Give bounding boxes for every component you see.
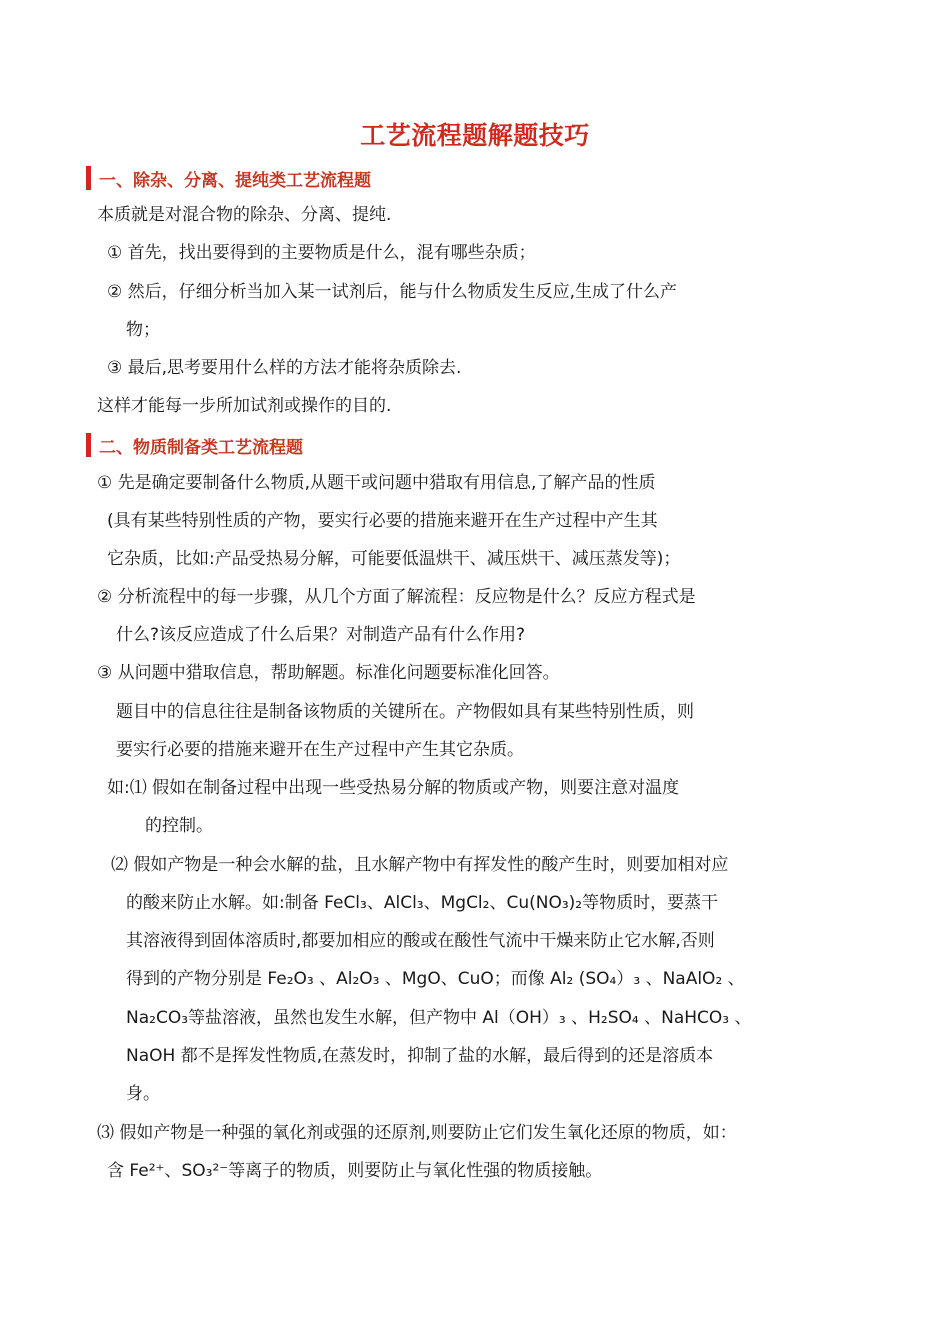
section-heading-1	[86, 165, 371, 191]
section-heading-2	[86, 432, 303, 458]
paragraph-line: 身。	[126, 1084, 160, 1104]
paragraph-line: 其溶液得到固体溶质时,都要加相应的酸或在酸性气流中干燥来防止它水解,否则	[126, 931, 715, 951]
paragraph-line: ③ 从问题中猎取信息，帮助解题。标准化问题要标准化回答。	[97, 663, 560, 683]
paragraph-line: 的酸来防止水解。如:制备 FeCl₃、AlCl₃、MgCl₂、Cu(NO₃)₂等物质时，要蒸干	[126, 893, 719, 913]
paragraph-line: 题目中的信息往往是制备该物质的关键所在。产物假如具有某些特别性质，则	[116, 702, 694, 722]
paragraph-line: ① 先是确定要制备什么物质,从题干或问题中猎取有用信息,了解产品的性质	[97, 473, 656, 493]
paragraph-line: 要实行必要的措施来避开在生产过程中产生其它杂质。	[116, 740, 524, 760]
paragraph-line: 本质就是对混合物的除杂、分离、提纯.	[97, 205, 392, 225]
paragraph-line: ⑶ 假如产物是一种强的氧化剂或强的还原剂,则要防止它们发生氧化还原的物质，如：	[97, 1123, 737, 1143]
paragraph-line: ⑵ 假如产物是一种会水解的盐，且水解产物中有挥发性的酸产生时，则要加相对应	[111, 855, 729, 875]
section-heading-1-text: 一、除杂、分离、提纯类工艺流程题	[99, 170, 371, 191]
paragraph-line: 如:⑴ 假如在制备过程中出现一些受热易分解的物质或产物，则要注意对温度	[107, 778, 680, 798]
paragraph-line: 的控制。	[145, 816, 213, 836]
paragraph-line: ② 然后，仔细分析当加入某一试剂后，能与什么物质发生反应,生成了什么产	[107, 282, 678, 302]
paragraph-line: ① 首先，找出要得到的主要物质是什么，混有哪些杂质；	[107, 243, 536, 263]
heading-marker-bar	[86, 166, 91, 190]
paragraph-line: ③ 最后,思考要用什么样的方法才能将杂质除去.	[107, 358, 462, 378]
paragraph-line: 什么?该反应造成了什么后果？对制造产品有什么作用?	[116, 625, 526, 645]
paragraph-line: ② 分析流程中的每一步骤，从几个方面了解流程：反应物是什么？反应方程式是	[97, 587, 696, 607]
paragraph-line: NaOH 都不是挥发性物质,在蒸发时，抑制了盐的水解，最后得到的还是溶质本	[126, 1046, 714, 1066]
heading-marker-bar	[86, 433, 91, 457]
section-heading-2-text: 二、物质制备类工艺流程题	[99, 437, 303, 458]
paragraph-line: 它杂质，比如:产品受热易分解，可能要低温烘干、减压烘干、减压蒸发等)；	[107, 549, 681, 569]
paragraph-line: Na₂CO₃等盐溶液，虽然也发生水解，但产物中 Al（OH）₃ 、H₂SO₄ 、NaHCO₃ 、	[126, 1008, 752, 1028]
page-title: 工艺流程题解题技巧	[360, 121, 590, 150]
paragraph-line: 含 Fe²⁺、SO₃²⁻等离子的物质，则要防止与氧化性强的物质接触。	[107, 1161, 603, 1181]
paragraph-line: 这样才能每一步所加试剂或操作的目的.	[97, 396, 392, 416]
paragraph-line: (具有某些特别性质的产物，要实行必要的措施来避开在生产过程中产生其	[107, 511, 658, 531]
paragraph-line: 得到的产物分别是 Fe₂O₃ 、Al₂O₃ 、MgO、CuO；而像 Al₂ (SO₄）₃ 、NaAlO₂ 、	[126, 969, 745, 989]
paragraph-line: 物；	[126, 320, 160, 340]
